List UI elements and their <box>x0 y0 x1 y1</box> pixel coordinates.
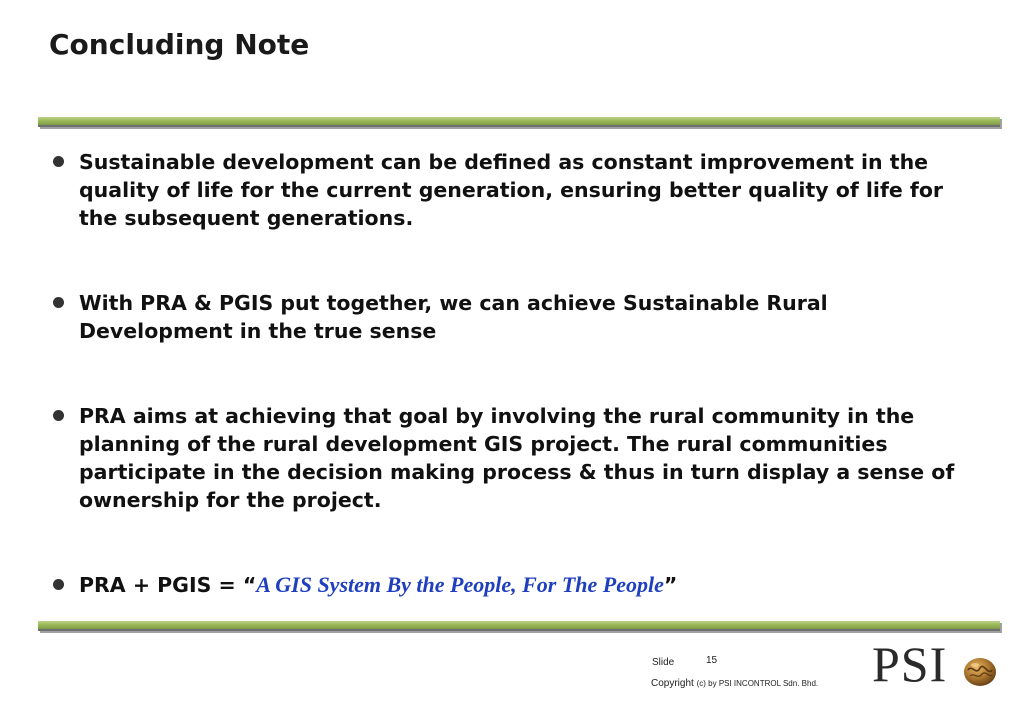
walnut-logo-icon <box>962 654 998 692</box>
bullet-dot-icon <box>53 297 64 308</box>
bullet-item <box>52 148 987 232</box>
bullet-dot-icon <box>53 410 64 421</box>
bullet-item <box>52 402 987 514</box>
bullet-dot-icon <box>53 156 64 167</box>
bullet-dot-icon <box>53 579 64 590</box>
bullet-item <box>52 571 987 599</box>
bullet-list <box>52 148 987 599</box>
bullet-text: PRA aims at achieving that goal by involving the rural community in the planning of the rural development GIS project. The rural communities participate in the decision making process & thus in turn display a sense of ownership for the project. <box>79 404 955 512</box>
bottom-divider <box>38 621 1000 631</box>
slide-label: Slide <box>652 657 675 668</box>
copyright-label: Copyright <box>651 678 694 689</box>
copyright-owner: (c) by PSI INCONTROL Sdn. Bhd. <box>696 679 819 688</box>
slogan-text: A GIS System By the People, For The People <box>256 572 664 597</box>
top-divider <box>38 117 1000 127</box>
bullet-item <box>52 289 987 345</box>
bullet-text: Sustainable development can be defined as constant improvement in the quality of life for the current generation, ensuring better quality of life for the subsequent generations. <box>79 150 944 230</box>
bullet-suffix: ” <box>663 573 678 597</box>
copyright-notice <box>651 678 818 689</box>
slide-number: 15 <box>706 655 718 666</box>
bullet-prefix: PRA + PGIS = “ <box>79 573 257 597</box>
psi-logo: PSI <box>872 636 948 692</box>
bullet-text: With PRA & PGIS put together, we can achieve Sustainable Rural Development in the true sense <box>79 291 828 343</box>
slide-title: Concluding Note <box>49 28 310 61</box>
